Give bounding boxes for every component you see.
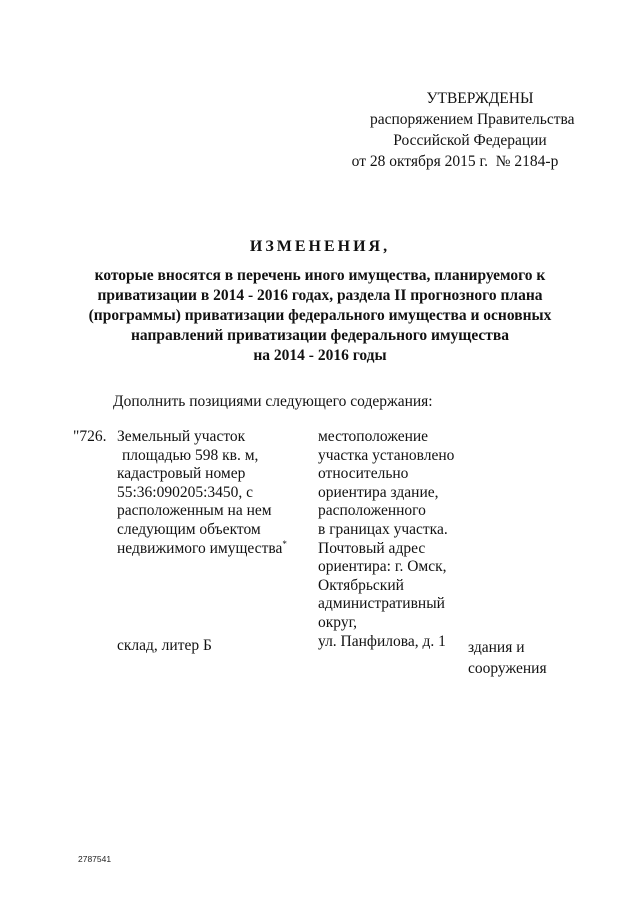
subheading-line: направлений приватизации федерального имущества [130,327,510,344]
location-line: участка установлено [318,446,455,464]
footnote-mark: * [282,538,287,549]
approval-line-2: Российской Федерации [393,132,547,149]
approval-title: УТВЕРЖДЕНЫ [426,90,534,107]
document-code: 2787541 [78,854,112,864]
subheading-line: которые вносятся в перечень иного имущества, планируемого к [94,267,546,284]
subheading-line: (программы) приватизации федерального имущества и основных [88,307,552,324]
object-name: склад, литер Б [117,637,212,654]
description-line: следующим объектом [117,520,261,538]
location-line: относительно [318,465,409,483]
description-line: Земельный участок [117,428,246,445]
location-line: в границах участка. [318,520,448,538]
location-line: ул. Панфилова, д. 1 [318,632,446,650]
entry-number: "726. [73,428,107,445]
entry-description [117,428,307,558]
description-line: площадью 598 кв. м, [122,446,259,464]
location-line: ориентира: г. Омск, [318,558,447,576]
approval-block [340,88,575,172]
location-line: Почтовый адрес [318,539,426,557]
description-line: 55:36:090205:3450, с [117,483,254,501]
approval-line-3: от 28 октября 2015 г. № 2184-р [351,153,559,170]
description-line [117,540,307,559]
location-line: расположенного [318,502,426,520]
location-line: ориентира здание, [318,483,439,501]
location-line: административный [318,595,445,613]
subheading-line: на 2014 - 2016 годы [253,347,387,364]
description-line-text: недвижимого имущества [117,539,283,557]
document-heading: ИЗМЕНЕНИЯ, [249,238,391,255]
location-line: округ, [318,613,358,631]
document-subheading [70,266,570,366]
intro-text: Дополнить позициями следующего содержания: [113,393,433,410]
category-line: здания и [468,639,525,656]
description-line: расположенным на нем [117,502,272,520]
location-line: местоположение [318,428,429,445]
location-line: Октябрьский [318,576,404,594]
subheading-line: приватизации в 2014 - 2016 годах, раздела II прогнозного плана [97,287,543,304]
object-category [468,637,547,679]
category-line: сооружения [468,660,547,677]
description-line: кадастровый номер [117,465,246,483]
entry-location [318,428,478,651]
approval-line-1: распоряжением Правительства [370,111,575,128]
